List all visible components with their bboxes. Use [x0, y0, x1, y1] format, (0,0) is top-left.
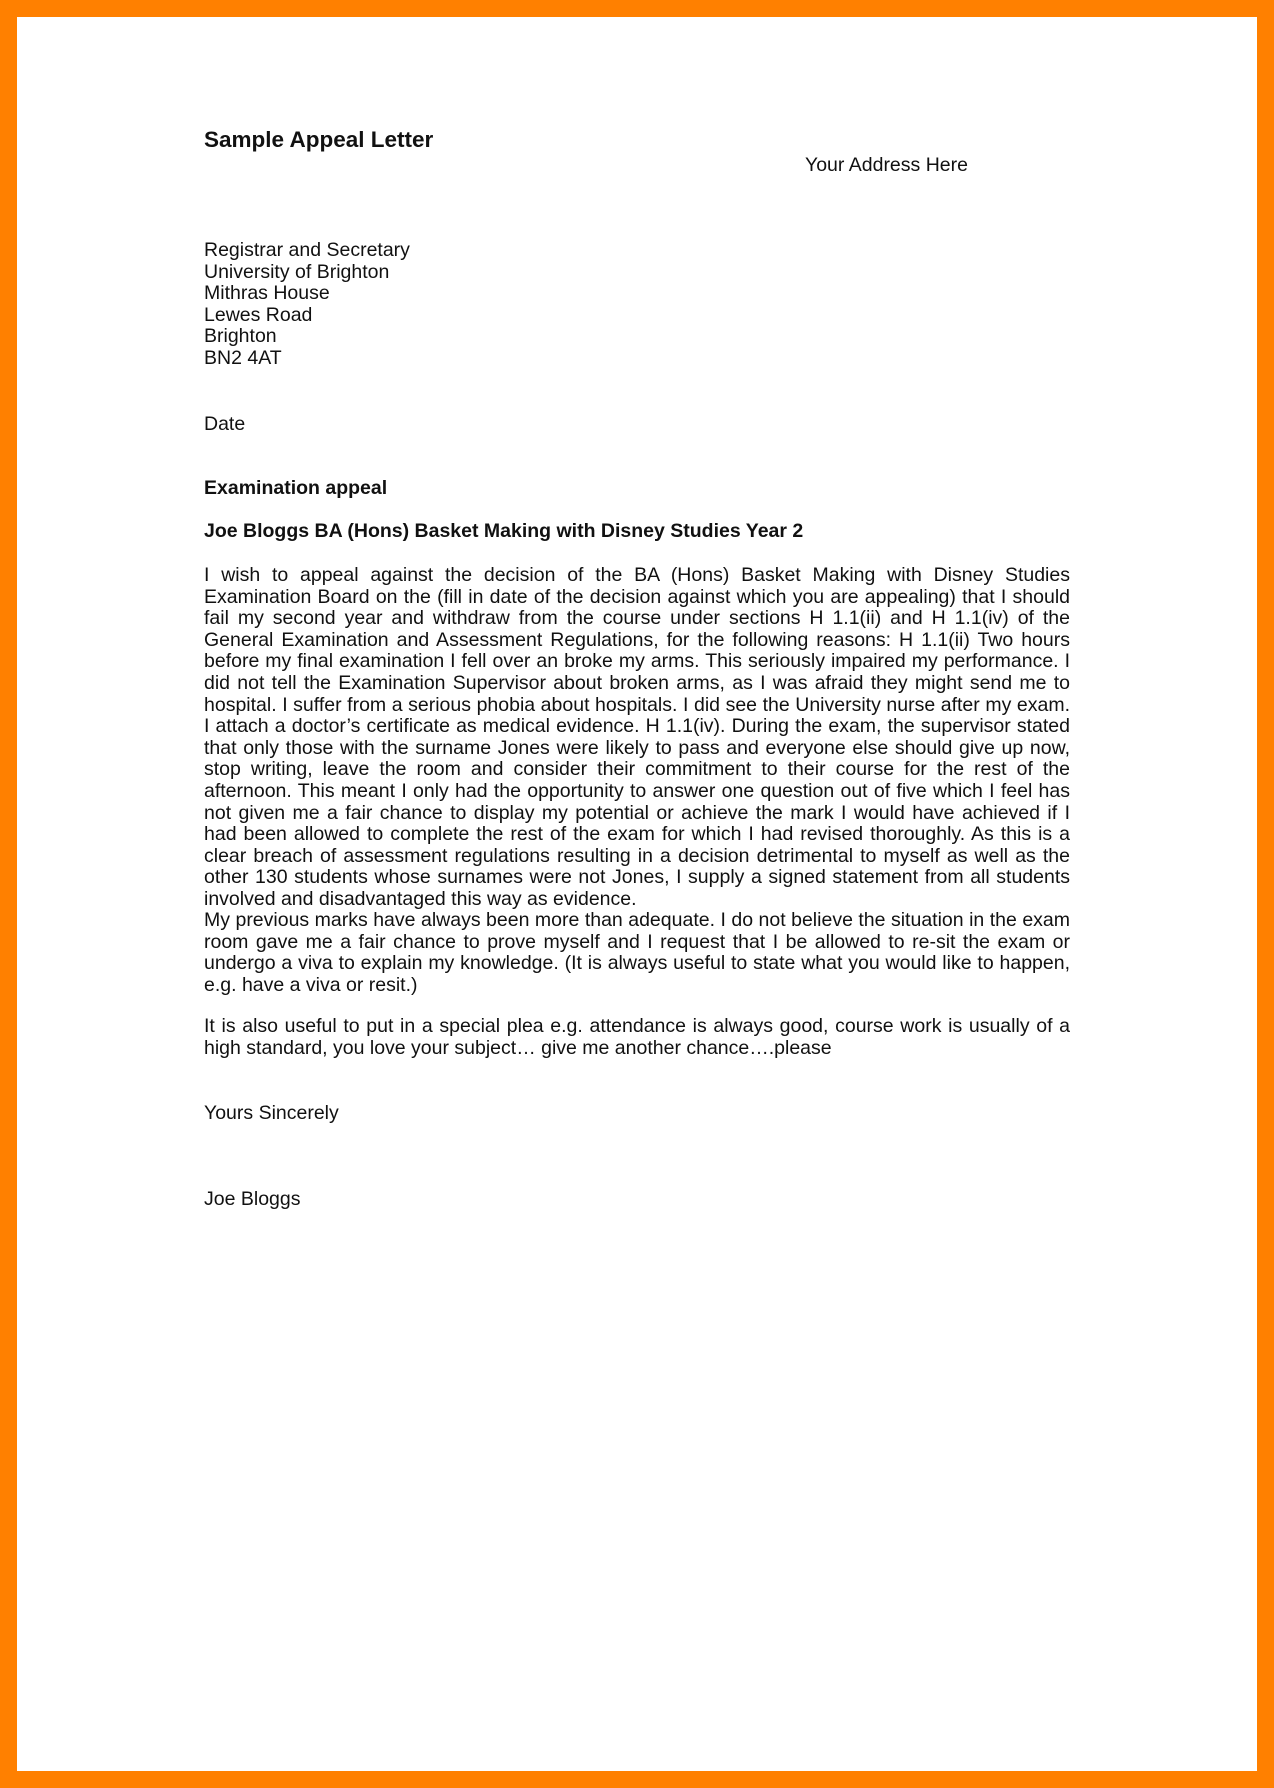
sender-address: Your Address Here	[805, 154, 968, 176]
recipient-line: Lewes Road	[204, 303, 313, 326]
letter-subject: Examination appeal	[204, 477, 388, 499]
letter-reference: Joe Bloggs BA (Hons) Basket Making with Disney Studies Year 2	[204, 520, 804, 542]
document-title: Sample Appeal Letter	[204, 127, 434, 152]
body-paragraph	[204, 910, 1070, 996]
recipient-line: BN2 4AT	[204, 346, 282, 369]
signature-name: Joe Bloggs	[204, 1188, 301, 1210]
recipient-line: University of Brighton	[204, 260, 390, 283]
recipient-line: Mithras House	[204, 282, 330, 305]
body-paragraph	[204, 1016, 1070, 1059]
recipient-line: Brighton	[204, 325, 277, 348]
letter-closing: Yours Sincerely	[204, 1102, 339, 1124]
letter-date: Date	[204, 413, 246, 435]
recipient-address	[204, 240, 1070, 370]
paragraph-text: It is also useful to put in a special plea e.g. attendance is always good, course work is usually of a high standard, you love your subject… give me another chance….please	[204, 1015, 1070, 1059]
paragraph-text: I wish to appeal against the decision of the BA (Hons) Basket Making with Disney Studies Examination Board on the (fill in date of the decision against which you are appealing) that I should fail my second year and withdraw from the course under sections H 1.1(ii) and H 1.1(iv) of the General Examination and Assessment Regulations, for the following reasons: H 1.1(ii) Two hours before my final examination I fell over an broke my arms. This seriously impaired my performance. I did not tell the Examination Supervisor about broken arms, as I was afraid they might send me to hospital. I suffer from a serious phobia about hospitals. I did see the University nurse after my exam. I attach a doctor’s certificate as medical evidence. H 1.1(iv). During the exam, the supervisor stated that only those with the surname Jones were likely to pass and everyone else should give up now, stop writing, leave the room and consider their commitment to their course for the rest of the afternoon. This meant I only had the opportunity to answer one question out of five which I feel has not given me a fair chance to display my potential or achieve the mark I would have achieved if I had been allowed to complete the rest of the exam for which I had revised thoroughly. As this is a clear breach of assessment regulations resulting in a decision detrimental to myself as well as the other 130 students whose surnames were not Jones, I supply a signed statement from all students involved and disadvantaged this way as evidence.	[204, 564, 1070, 910]
paragraph-text: My previous marks have always been more than adequate. I do not believe the situation in the exam room gave me a fair chance to prove myself and I request that I be allowed to re-sit the exam or undergo a viva to explain my knowledge. (It is always useful to state what you would like to happen, e.g. have a viva or resit.)	[204, 909, 1070, 996]
body-paragraph	[204, 565, 1070, 911]
recipient-line: Registrar and Secretary	[204, 239, 410, 261]
